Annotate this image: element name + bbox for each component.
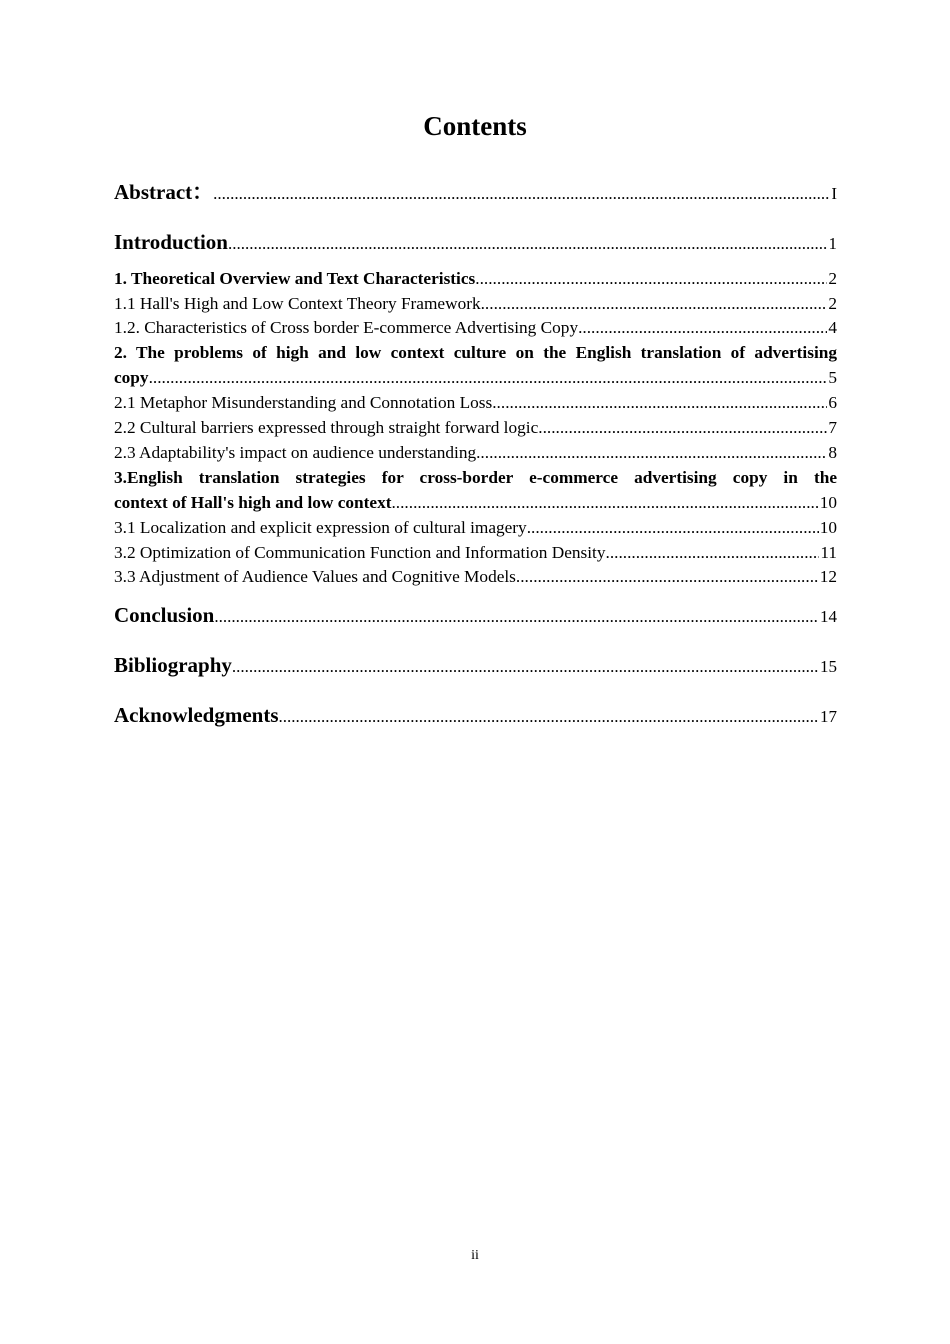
toc-entry-acknowledgments[interactable] xyxy=(114,702,837,730)
toc-entry-label: Introduction xyxy=(114,230,228,254)
toc-entry-chapter-1[interactable] xyxy=(114,266,837,291)
toc-entry-label: Conclusion xyxy=(114,603,215,627)
toc-entry-label: 1.2. Characteristics of Cross border E-commerce Advertising Copy xyxy=(114,318,579,337)
toc-entry-chapter-3[interactable] xyxy=(114,465,837,515)
toc-entry-label: 2.1 Metaphor Misunderstanding and Connotation Loss xyxy=(114,393,493,412)
toc-entry-page: 8 xyxy=(828,443,837,462)
dot-leader xyxy=(279,704,819,730)
dot-leader xyxy=(149,365,828,390)
toc-entry-chapter-2[interactable] xyxy=(114,340,837,390)
toc-entry-section-2-3[interactable] xyxy=(114,440,837,465)
toc-entry-introduction[interactable] xyxy=(114,229,837,257)
dot-leader xyxy=(476,440,827,465)
toc-entry-page: 17 xyxy=(820,707,837,726)
toc-entry-page: 10 xyxy=(819,493,837,512)
toc-entry-label: context of Hall's high and low context xyxy=(114,493,392,512)
toc-entry-label: Abstract： xyxy=(114,180,214,204)
toc-entry-section-2-2[interactable] xyxy=(114,415,837,440)
dot-leader xyxy=(578,315,827,340)
toc-entry-section-1-1[interactable] xyxy=(114,291,837,316)
toc-entry-label: 3.3 Adjustment of Audience Values and Cognitive Models xyxy=(114,567,516,586)
toc-entry-page: 10 xyxy=(819,518,837,537)
toc-entry-section-2-1[interactable] xyxy=(114,390,837,415)
toc-entry-section-1-2[interactable] xyxy=(114,315,837,340)
toc-entry-bibliography[interactable] xyxy=(114,652,837,680)
toc-entry-abstract[interactable] xyxy=(114,179,837,207)
toc-entry-label-line1: 3.English translation strategies for cross-border e-commerce advertising copy in the xyxy=(114,468,837,487)
dot-leader xyxy=(527,515,819,540)
toc-entry-page: 5 xyxy=(828,368,837,387)
dot-leader xyxy=(538,415,827,440)
dot-leader xyxy=(481,291,828,316)
toc-entry-label: 2.3 Adaptability's impact on audience understanding xyxy=(114,443,477,462)
toc-entry-page: 4 xyxy=(828,318,837,337)
dot-leader xyxy=(213,181,830,207)
toc-entry-label: 2.2 Cultural barriers expressed through straight forward logic xyxy=(114,418,539,437)
dot-leader xyxy=(391,490,818,515)
toc-entry-page: 14 xyxy=(820,607,837,626)
toc-entry-page: 7 xyxy=(828,418,837,437)
dot-leader xyxy=(492,390,827,415)
toc-entry-page: I xyxy=(831,184,837,203)
dot-leader xyxy=(606,540,820,565)
toc-entry-label: Bibliography xyxy=(114,653,232,677)
toc-entry-section-3-1[interactable] xyxy=(114,515,837,540)
dot-leader xyxy=(228,231,828,257)
dot-leader xyxy=(516,564,819,589)
toc-entry-label: Acknowledgments xyxy=(114,703,279,727)
dot-leader xyxy=(232,654,819,680)
toc-entry-page: 15 xyxy=(820,657,837,676)
dot-leader xyxy=(475,266,827,291)
toc-entry-page: 2 xyxy=(828,269,837,288)
toc-entry-page: 11 xyxy=(820,543,837,562)
toc-entry-label-line1: 2. The problems of high and low context culture on the English translation of advertising xyxy=(114,343,837,362)
dot-leader xyxy=(214,604,819,630)
toc-entry-section-3-3[interactable] xyxy=(114,564,837,589)
toc-entry-page: 12 xyxy=(819,567,837,586)
toc-entry-label: copy xyxy=(114,368,149,387)
toc-entry-section-3-2[interactable] xyxy=(114,540,837,565)
page-title: Contents xyxy=(423,111,527,141)
toc-entry-label: 1. Theoretical Overview and Text Characteristics xyxy=(114,269,476,288)
toc-entry-page: 2 xyxy=(828,294,837,313)
toc-entry-label: 1.1 Hall's High and Low Context Theory Framework xyxy=(114,294,481,313)
toc-entry-conclusion[interactable] xyxy=(114,602,837,630)
toc-entry-label: 3.2 Optimization of Communication Function and Information Density xyxy=(114,543,606,562)
footer-page-number: ii xyxy=(471,1248,479,1263)
toc-entry-page: 6 xyxy=(828,393,837,412)
toc-entry-page: 1 xyxy=(828,234,837,253)
toc-entry-label: 3.1 Localization and explicit expression of cultural imagery xyxy=(114,518,527,537)
